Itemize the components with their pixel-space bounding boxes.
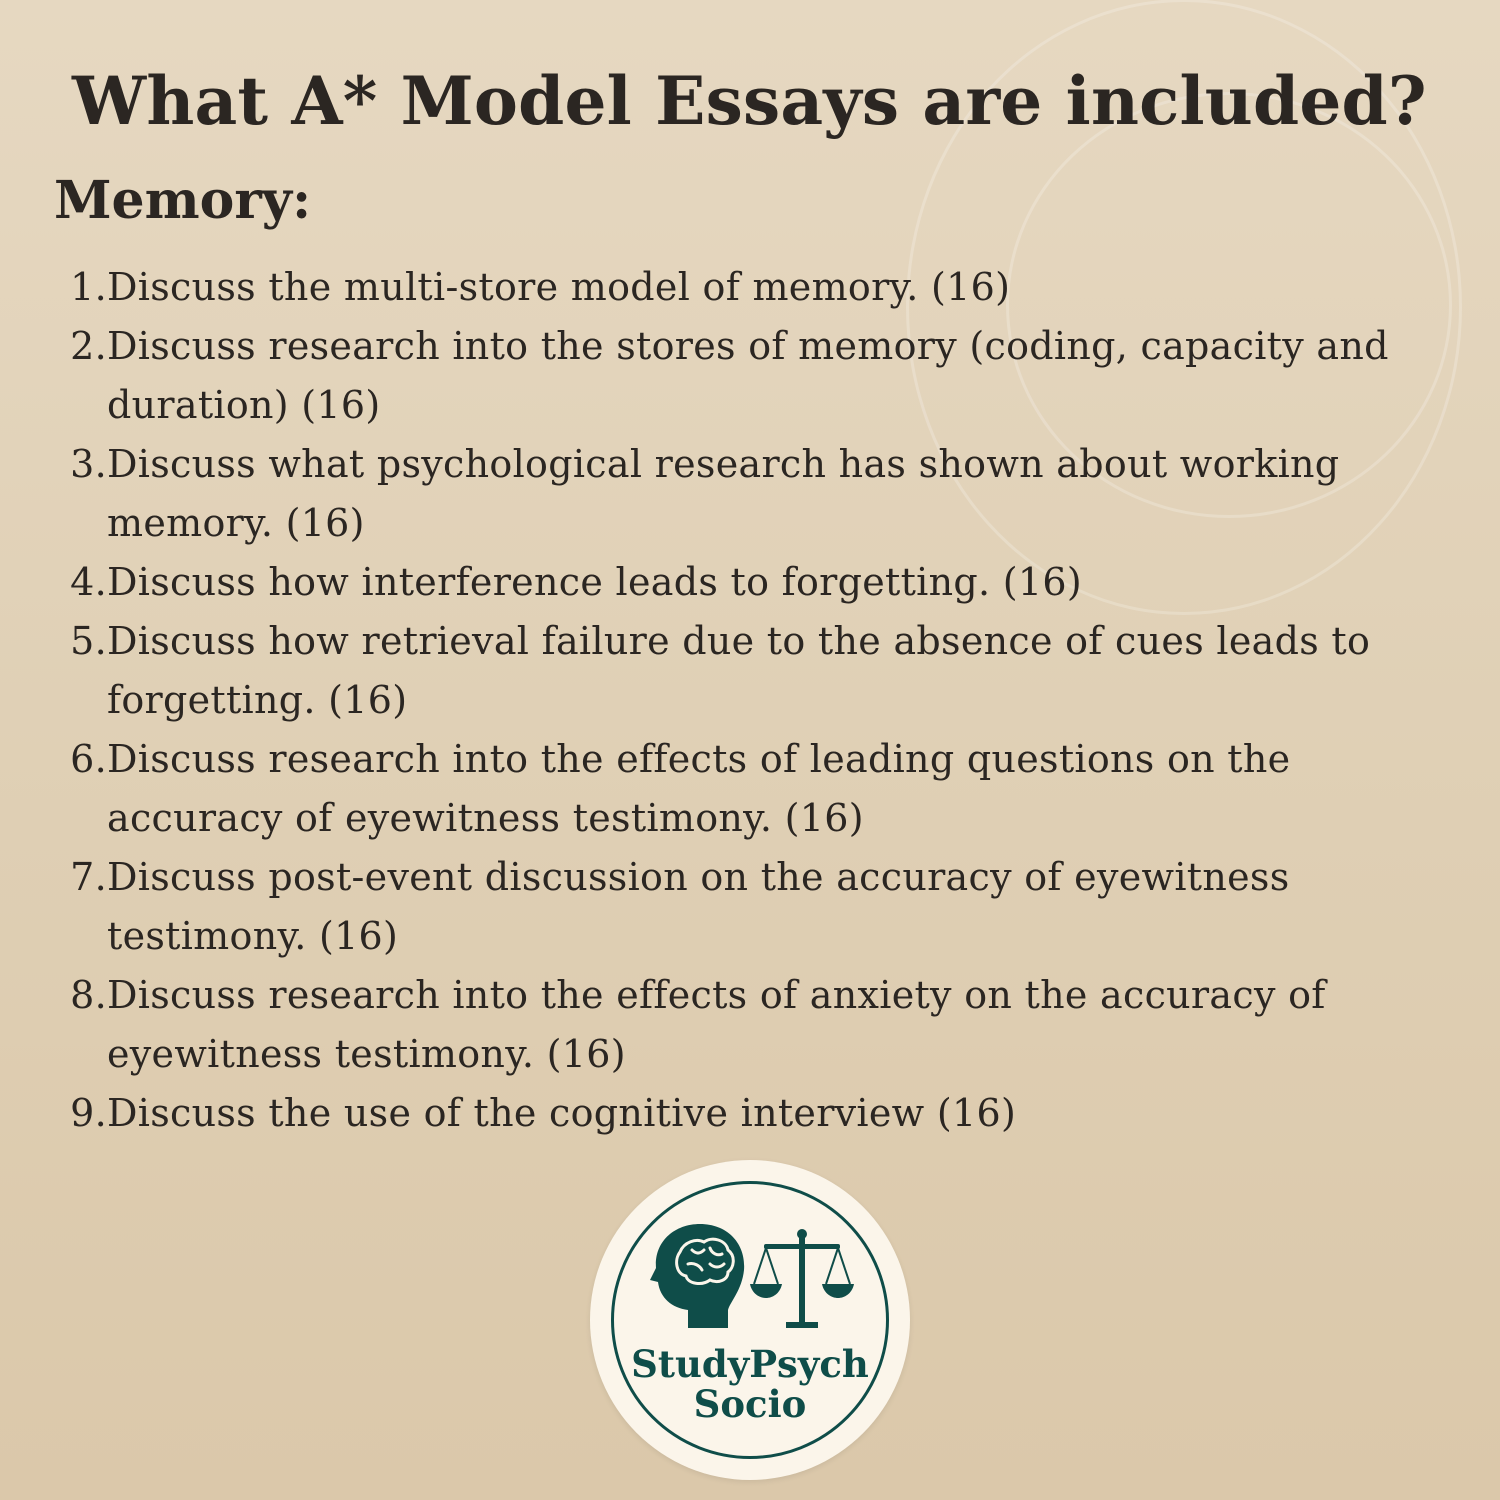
page-title: What A* Model Essays are included? bbox=[72, 62, 1427, 140]
list-item bbox=[0, 553, 1460, 612]
item-number: 7. bbox=[70, 855, 107, 899]
logo-text-line2: Socio bbox=[693, 1382, 807, 1426]
item-text: Discuss research into the effects of anxiety on the accuracy of eyewitness testimony. (16) bbox=[107, 973, 1326, 1076]
item-text: Discuss research into the effects of leading questions on the accuracy of eyewitness testimony. (16) bbox=[107, 737, 1291, 840]
item-text: Discuss what psychological research has shown about working memory. (16) bbox=[107, 442, 1340, 545]
scales-icon bbox=[750, 1229, 854, 1328]
list-item bbox=[0, 258, 1460, 317]
item-number: 8. bbox=[70, 973, 107, 1017]
item-number: 5. bbox=[70, 619, 107, 663]
item-text: Discuss how retrieval failure due to the absence of cues leads to forgetting. (16) bbox=[107, 619, 1371, 722]
list-item bbox=[0, 1084, 1460, 1143]
logo-text-line1: StudyPsych bbox=[631, 1342, 869, 1386]
list-item bbox=[0, 966, 1460, 1084]
item-number: 1. bbox=[70, 265, 107, 309]
item-number: 6. bbox=[70, 737, 107, 781]
list-item bbox=[0, 612, 1460, 730]
list-item bbox=[0, 435, 1460, 553]
item-number: 2. bbox=[70, 324, 107, 368]
list-item bbox=[0, 848, 1460, 966]
item-number: 3. bbox=[70, 442, 107, 486]
section-heading: Memory: bbox=[54, 170, 312, 231]
item-text: Discuss the use of the cognitive interview (16) bbox=[107, 1091, 1017, 1135]
studypsych-logo bbox=[590, 1160, 910, 1480]
item-text: Discuss post-event discussion on the accuracy of eyewitness testimony. (16) bbox=[107, 855, 1290, 958]
item-text: Discuss research into the stores of memory (coding, capacity and duration) (16) bbox=[107, 324, 1389, 427]
item-number: 4. bbox=[70, 560, 107, 604]
item-text: Discuss the multi-store model of memory. (16) bbox=[107, 265, 1011, 309]
list-item bbox=[0, 317, 1460, 435]
logo-art bbox=[630, 1218, 870, 1338]
head-brain-icon bbox=[650, 1224, 744, 1328]
list-item bbox=[0, 730, 1460, 848]
essay-list bbox=[0, 258, 1460, 1143]
item-number: 9. bbox=[70, 1091, 107, 1135]
item-text: Discuss how interference leads to forgetting. (16) bbox=[107, 560, 1083, 604]
